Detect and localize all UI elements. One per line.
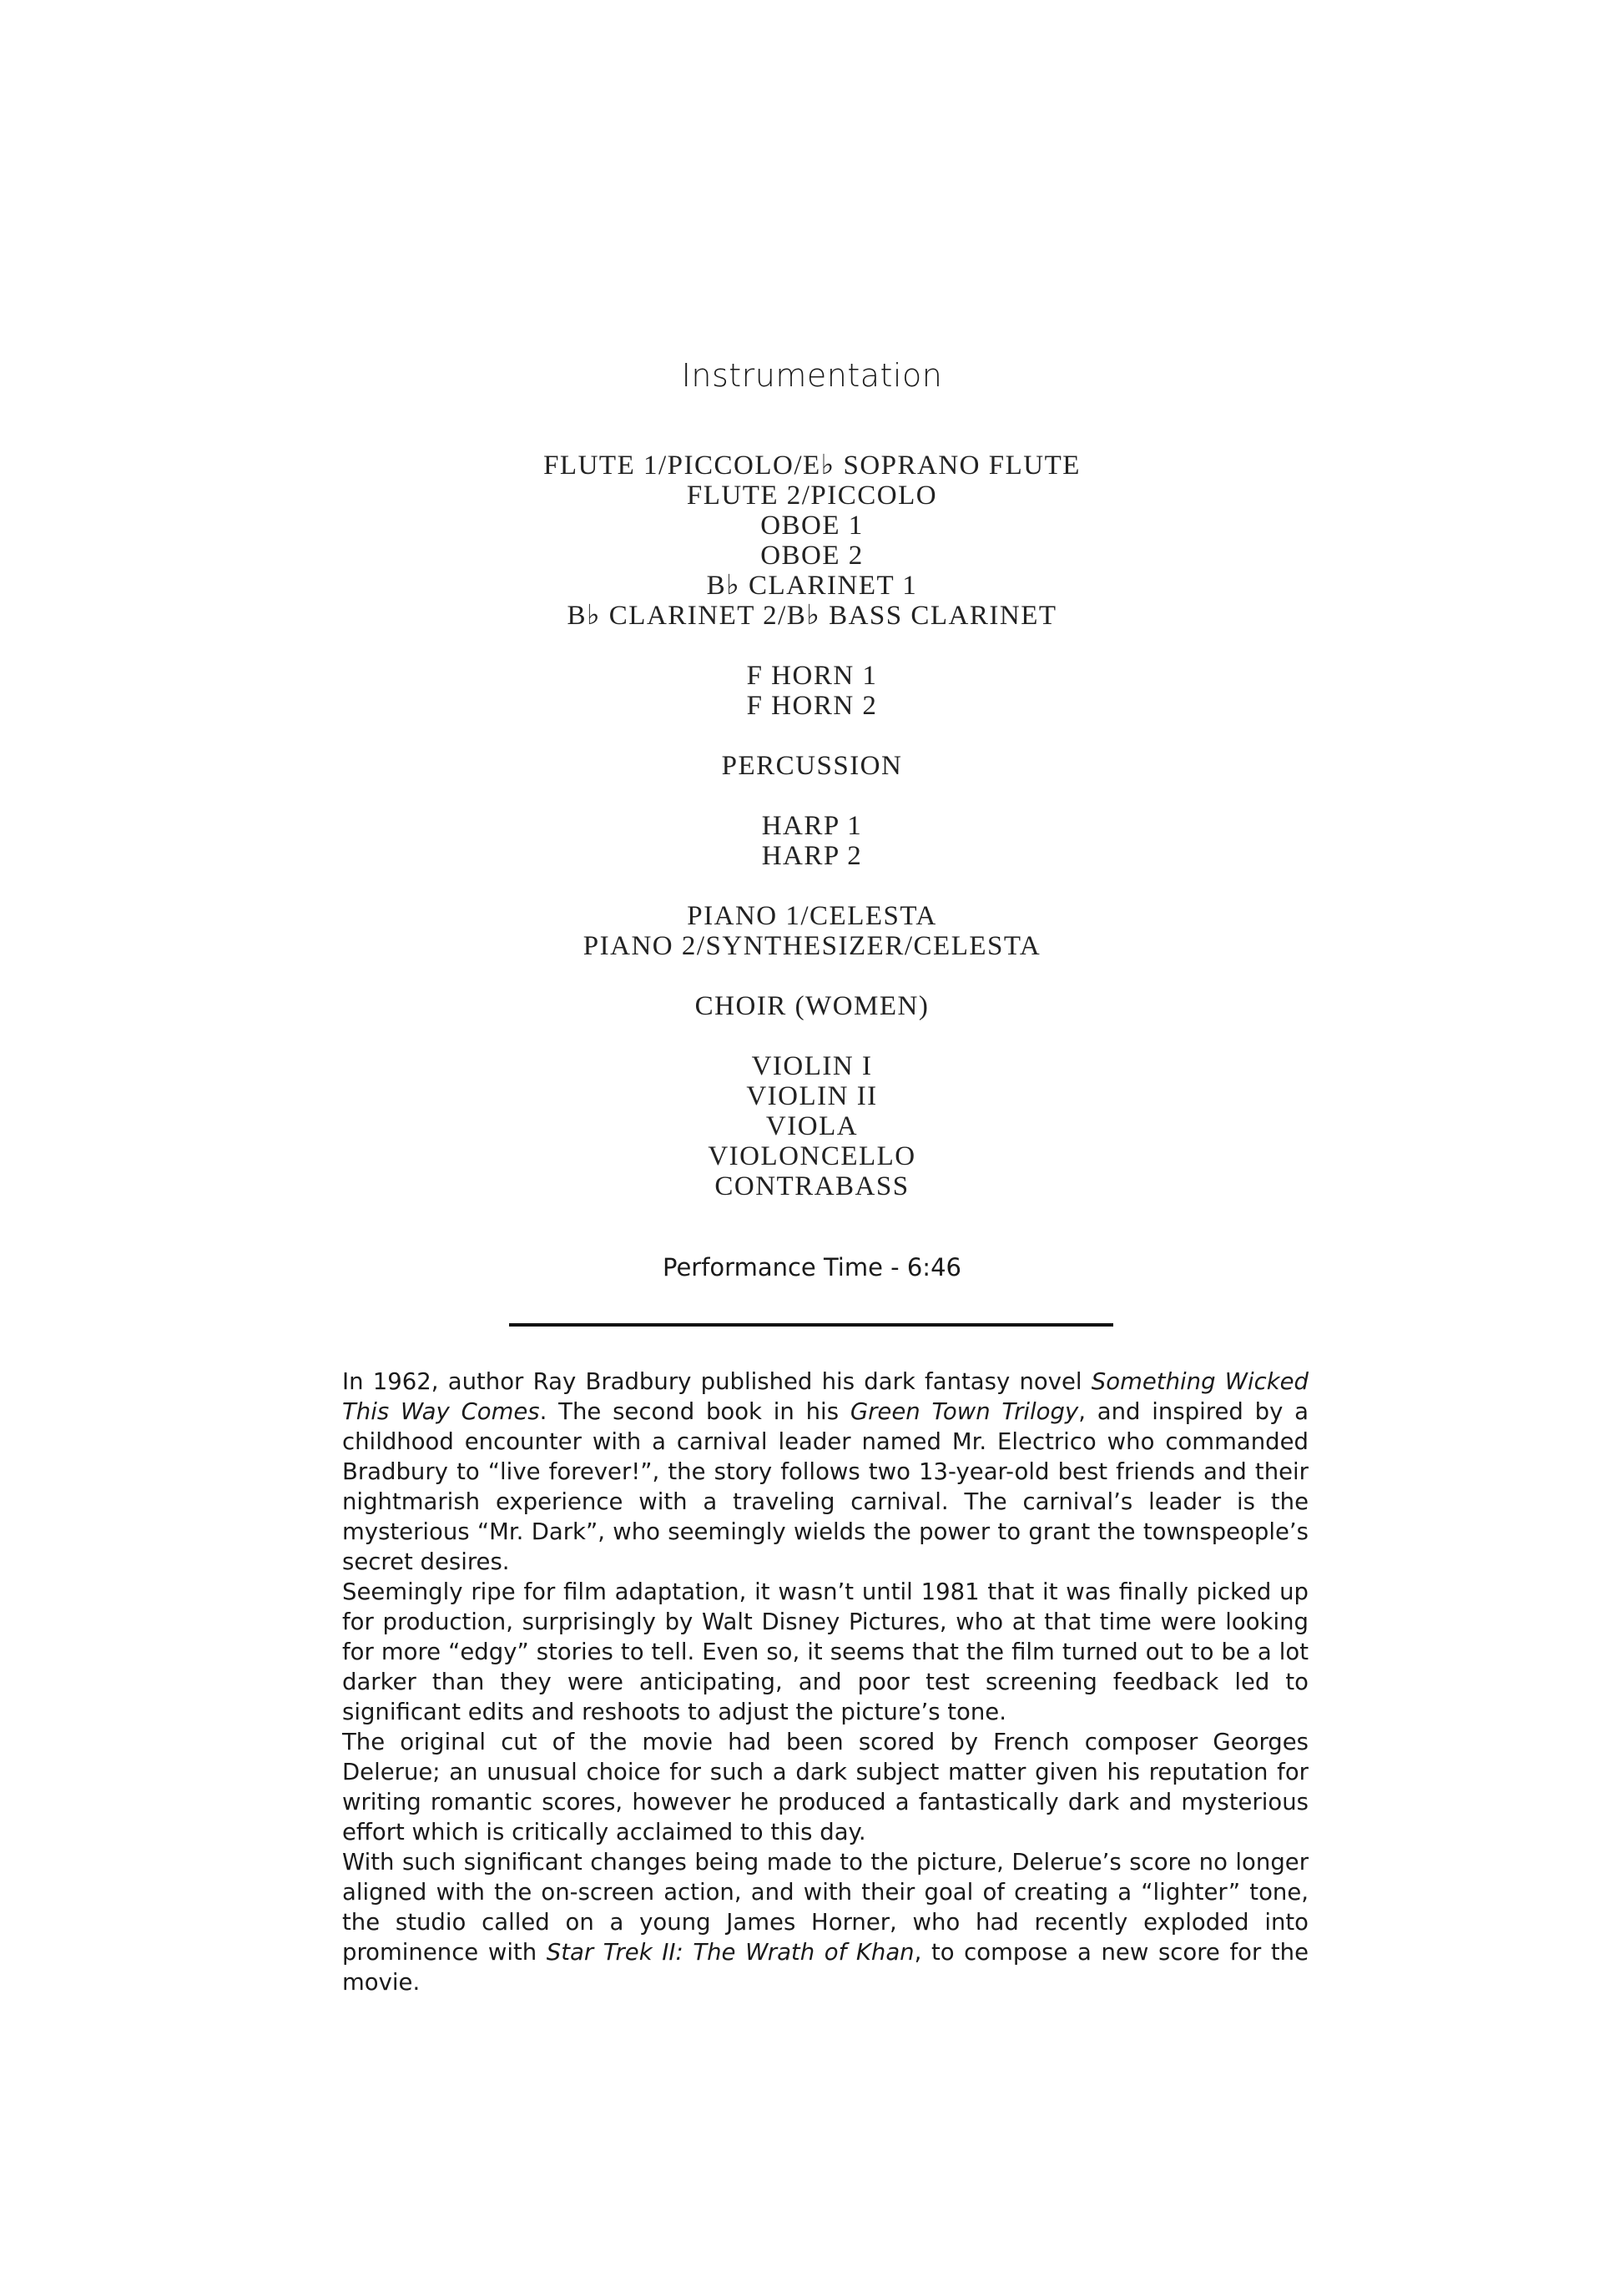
paragraph-3: The original cut of the movie had been scored by French composer Georges Delerue; an unusual choice for such a dark subject matter given his reputation for writing romantic scores, however he produced a fantastically dark and mysterious effort which is critically acclaimed to this day. (342, 1729, 1309, 1845)
program-notes (342, 1367, 1309, 1997)
instrument-line: FLUTE 1/PICCOLO/E♭ SOPRANO FLUTE (543, 451, 1081, 481)
paragraph-1 (342, 1367, 1309, 1577)
instrument-line: PIANO 2/SYNTHESIZER/CELESTA (583, 931, 1041, 961)
instrument-line: VIOLA (765, 1111, 859, 1141)
instrument-line: VIOLONCELLO (708, 1141, 916, 1171)
instrument-line: HARP 2 (761, 841, 863, 871)
paragraph-4 (342, 1847, 1309, 1997)
performance-time: Performance Time - 6:46 (663, 1253, 961, 1281)
instrument-list (0, 451, 1624, 1231)
instrument-line: PERCUSSION (721, 751, 903, 781)
instrument-line: CHOIR (WOMEN) (694, 991, 930, 1021)
instrument-line: F HORN 2 (746, 691, 878, 721)
instrument-line: FLUTE 2/PICCOLO (686, 481, 938, 511)
paragraph-text: , to compose a new score for the movie. (342, 1939, 1309, 1996)
instrument-line: VIOLIN II (746, 1081, 878, 1111)
paragraph-text: With such significant changes being made to the picture, Delerue’s score no longer aligned with the on-screen action, and with their goal of creating a “lighter” tone, the studio called on a young James Horner, who had recently exploded into prominence with (342, 1849, 1309, 1966)
instrument-line: OBOE 2 (760, 541, 864, 571)
instrument-line: VIOLIN I (751, 1051, 873, 1081)
instrument-line: B♭ CLARINET 1 (706, 571, 918, 601)
instrument-line: PIANO 1/CELESTA (687, 901, 937, 931)
instrument-line: HARP 1 (761, 811, 863, 841)
paragraph-text: In 1962, author Ray Bradbury published his dark fantasy novel (342, 1368, 1092, 1395)
horns-group (0, 661, 1624, 721)
film-title: Star Trek II: The Wrath of Khan (546, 1939, 915, 1966)
harps-group (0, 811, 1624, 871)
strings-group (0, 1051, 1624, 1201)
paragraph-text: . The second book in his (539, 1398, 850, 1425)
divider-rule (509, 1323, 1113, 1327)
instrument-line: OBOE 1 (760, 511, 864, 541)
woodwinds-group (0, 451, 1624, 631)
keyboards-group (0, 901, 1624, 961)
paragraph-text: , and inspired by a childhood encounter with a carnival leader named Mr. Electrico who commanded Bradbury to “live forever!”, the story follows two 13-year-old best friends and their nightmarish experience with a traveling carnival. The carnival’s leader is the mysterious “Mr. Dark”, who seemingly wields the power to grant the townspeople’s secret desires. (342, 1398, 1309, 1575)
instrument-line: B♭ CLARINET 2/B♭ BASS CLARINET (567, 601, 1057, 631)
page-title: Instrumentation (681, 357, 943, 394)
instrument-line: F HORN 1 (746, 661, 878, 691)
instrument-line: CONTRABASS (714, 1171, 910, 1201)
choir-group (0, 991, 1624, 1021)
percussion-group (0, 751, 1624, 781)
novel-title: Something Wicked This Way Comes (342, 1368, 1309, 1425)
trilogy-title: Green Town Trilogy (850, 1398, 1079, 1425)
paragraph-2: Seemingly ripe for film adaptation, it wasn’t until 1981 that it was finally picked up for production, surprisingly by Walt Disney Pictures, who at that time were looking for more “edgy” stories to tell. Even so, it seems that the film turned out to be a lot darker than they were anticipating, and poor test screening feedback led to significant edits and reshoots to adjust the picture’s tone. (342, 1578, 1309, 1725)
